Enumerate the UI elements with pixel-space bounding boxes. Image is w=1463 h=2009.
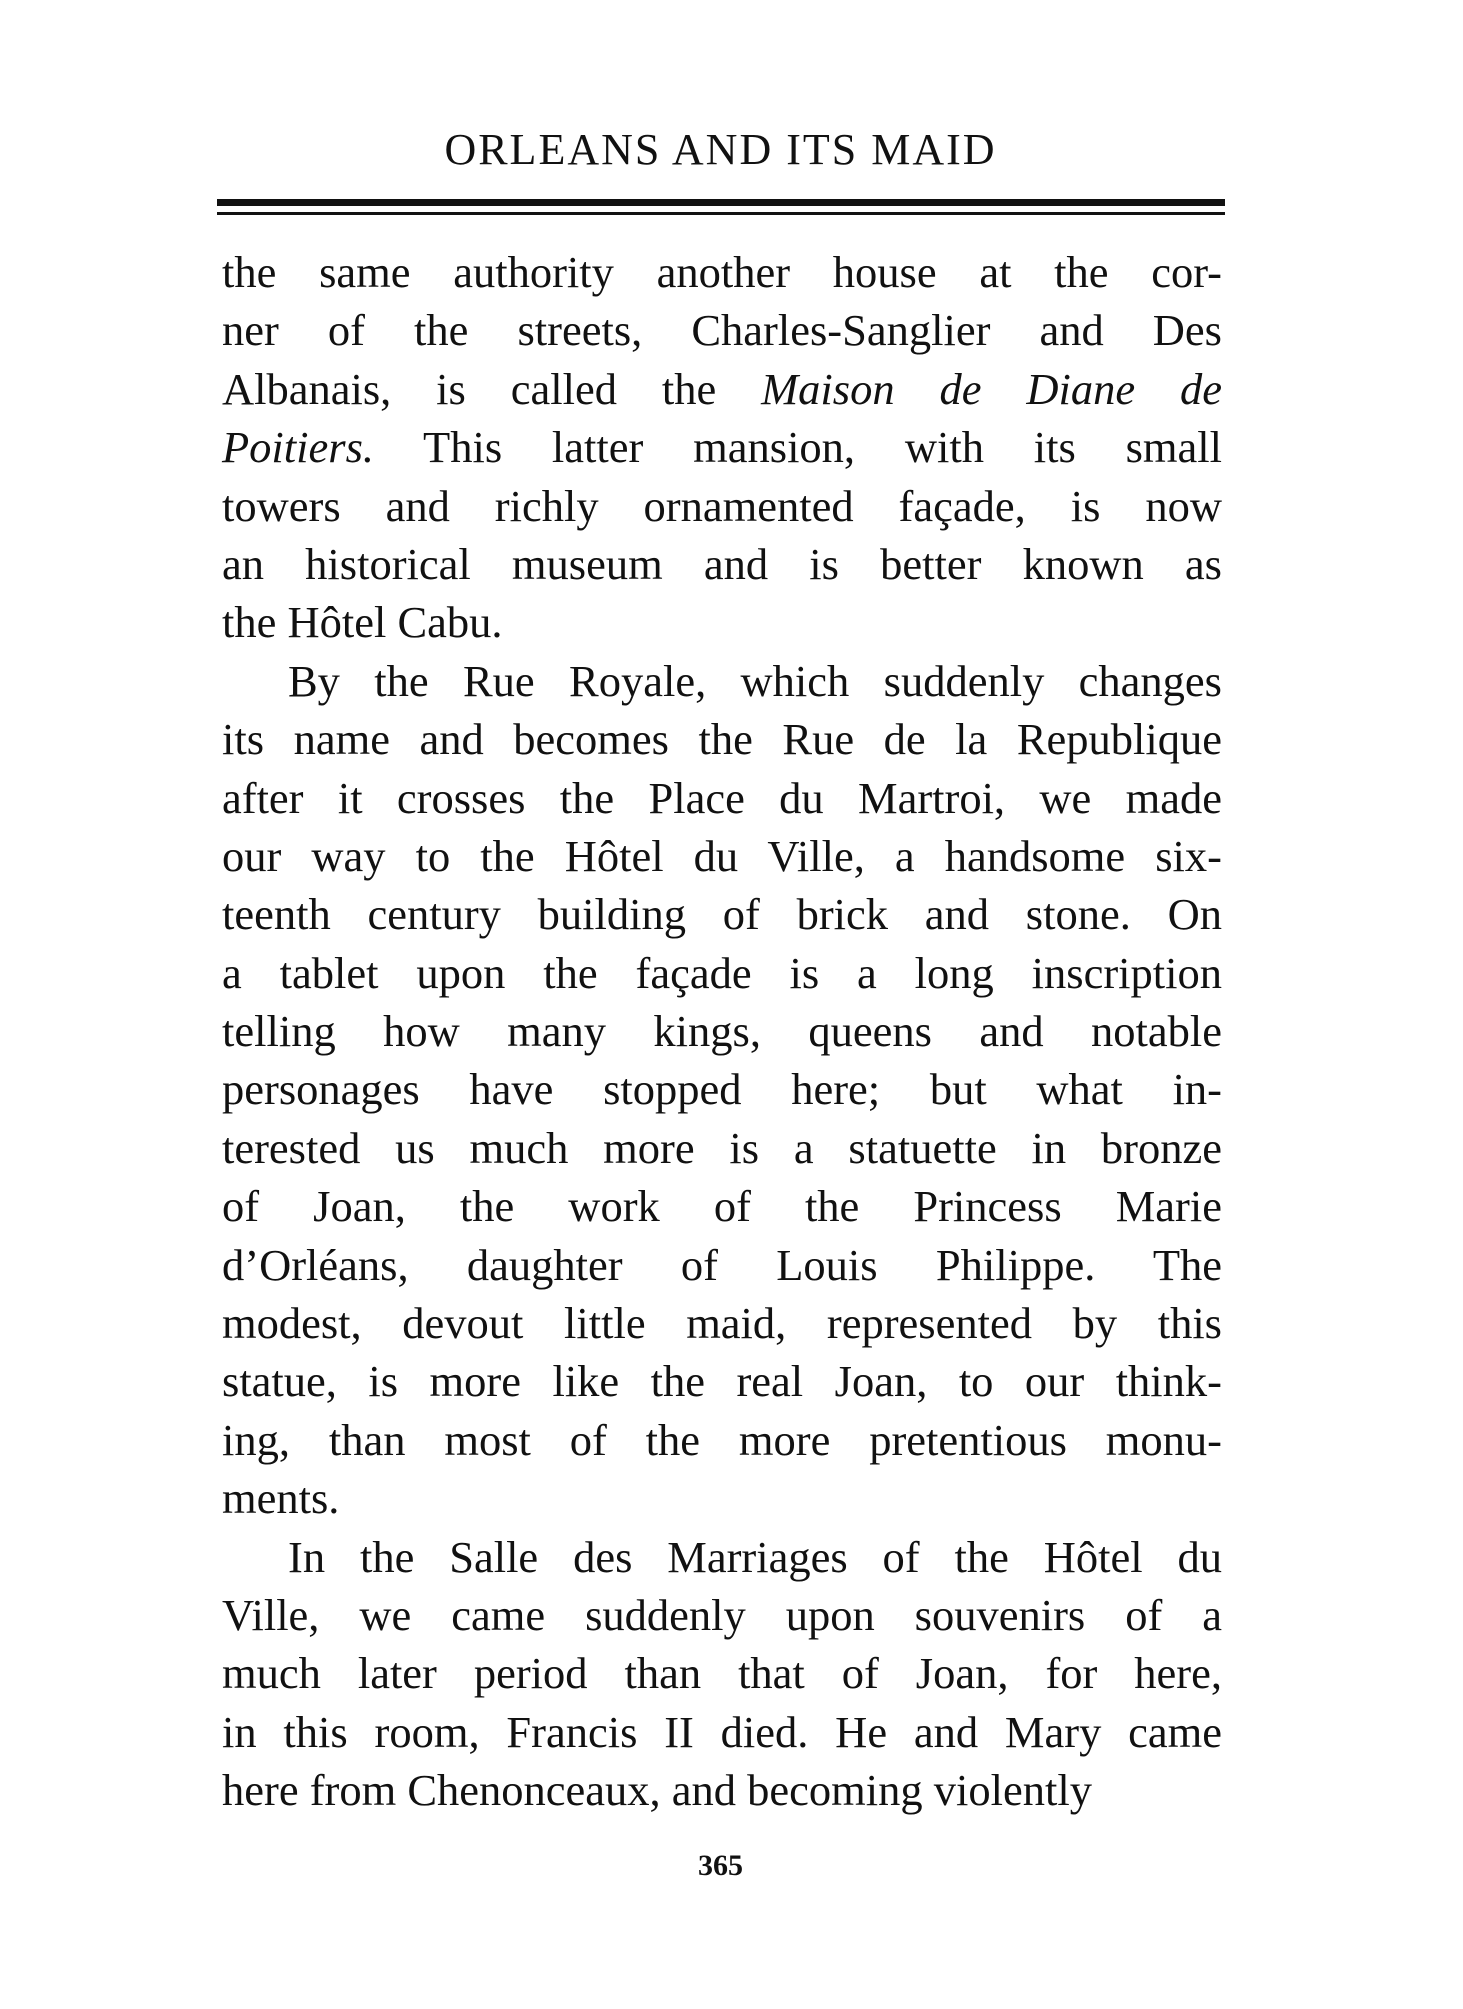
text-line: a tablet upon the façade is a long inscription: [222, 947, 1222, 998]
text-line: Poitiers. This latter mansion, with its small: [222, 422, 1222, 473]
text-line: the Hôtel Cabu.: [222, 597, 503, 648]
text-line: in this room, Francis II died. He and Mary came: [222, 1706, 1222, 1757]
text-line: ing, than most of the more pretentious monu-: [222, 1414, 1222, 1465]
text-line: teenth century building of brick and stone. On: [222, 889, 1222, 940]
text-line: ner of the streets, Charles-Sanglier and Des: [222, 305, 1222, 356]
text-line: our way to the Hôtel du Ville, a handsome six-: [222, 830, 1222, 881]
text-line: modest, devout little maid, represented by this: [222, 1298, 1222, 1349]
text-line: much later period than that of Joan, for here,: [222, 1648, 1222, 1699]
text-line: In the Salle des Marriages of the Hôtel du: [288, 1531, 1222, 1582]
text-line: statue, is more like the real Joan, to our think-: [222, 1356, 1222, 1407]
text-line: ments.: [222, 1473, 340, 1524]
text-line: its name and becomes the Rue de la Republique: [222, 714, 1222, 765]
text-line: here from Chenonceaux, and becoming violently: [222, 1765, 1092, 1816]
text-line: towers and richly ornamented façade, is now: [222, 480, 1222, 531]
text-line: telling how many kings, queens and notable: [222, 1006, 1222, 1057]
text-line: personages have stopped here; but what in-: [222, 1064, 1222, 1115]
paragraph: [222, 243, 1222, 652]
text-line: an historical museum and is better known as: [222, 538, 1222, 589]
text-line: after it crosses the Place du Martroi, we made: [222, 772, 1222, 823]
running-title: ORLEANS AND ITS MAID: [444, 125, 997, 174]
text-line: Ville, we came suddenly upon souvenirs of a: [222, 1589, 1222, 1640]
text-line: terested us much more is a statuette in bronze: [222, 1122, 1222, 1173]
paragraph: [222, 652, 1222, 1528]
header-rule-thin: [217, 212, 1225, 215]
header-rule-thick: [217, 199, 1225, 206]
text-line: d’Orléans, daughter of Louis Philippe. The: [222, 1239, 1222, 1290]
page-number: 365: [698, 1849, 743, 1882]
body-text: [222, 243, 1222, 1820]
paragraph: [222, 1528, 1222, 1820]
text-line: the same authority another house at the cor-: [222, 247, 1222, 297]
text-line: of Joan, the work of the Princess Marie: [222, 1181, 1222, 1232]
text-line: Albanais, is called the Maison de Diane de: [222, 363, 1222, 414]
text-line: By the Rue Royale, which suddenly changes: [288, 655, 1222, 706]
